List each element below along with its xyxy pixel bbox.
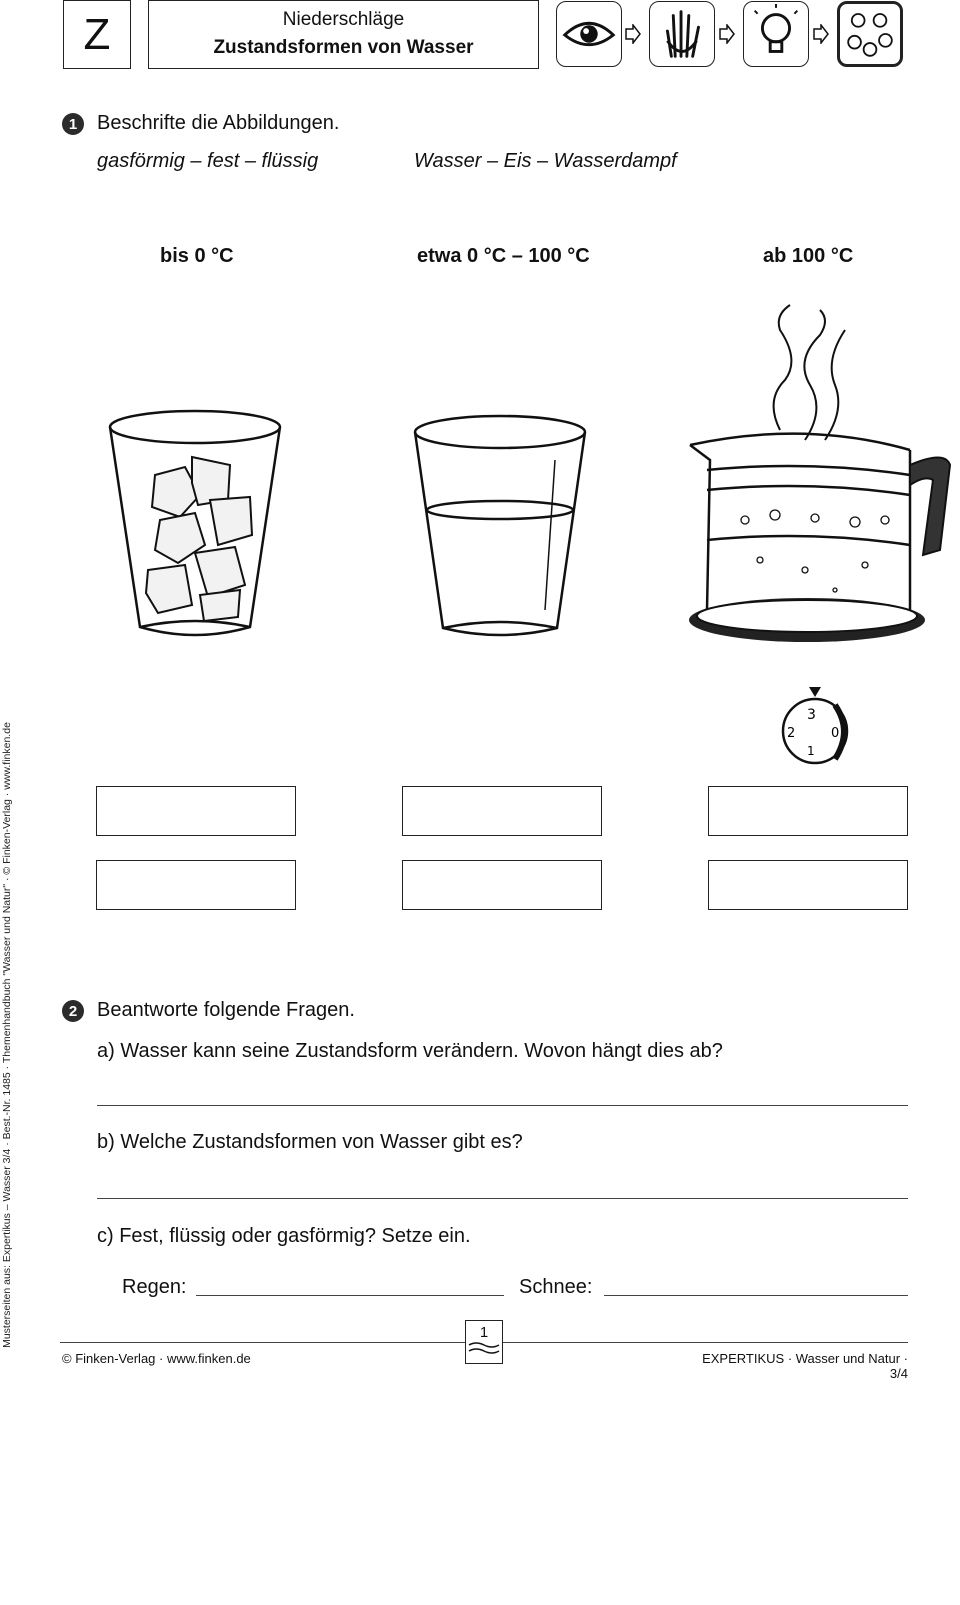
side-copyright-text: Musterseiten aus: Expertikus – Wasser 3/4 · Best.-Nr. 1485 · Themenhandbuch "Wasser und Natur" · © Finken-Verlag · www.finken.de: [1, 722, 13, 1348]
arrow-right-icon: [813, 24, 829, 44]
answer-line-regen[interactable]: [196, 1295, 504, 1296]
page-number-box: [465, 1320, 503, 1364]
page-title: Zustandsformen von Wasser: [213, 37, 474, 58]
schnee-label: Schnee:: [519, 1276, 593, 1298]
label-box-steam-state[interactable]: [708, 786, 908, 836]
temp-label-ice: bis 0 °C: [160, 245, 234, 267]
dial-number-0: 0: [831, 726, 840, 741]
arrow-right-icon: [719, 24, 735, 44]
stove-dial-illustration: [775, 685, 855, 765]
task2-instruction: Beantworte folgende Fragen.: [97, 999, 355, 1021]
word-bank-forms: Wasser – Eis – Wasserdampf: [414, 150, 677, 172]
page-number: 1: [479, 1324, 489, 1341]
footer-publisher: © Finken-Verlag · www.finken.de: [62, 1351, 251, 1366]
answer-line-schnee[interactable]: [604, 1295, 908, 1296]
topic: Niederschläge: [282, 9, 405, 30]
task1-instruction: Beschrifte die Abbildungen.: [97, 112, 340, 134]
dial-number-3: 3: [807, 707, 816, 723]
glass-with-water-illustration: [405, 410, 595, 645]
label-box-water-form[interactable]: [402, 860, 602, 910]
arrow-right-icon: [625, 24, 641, 44]
lightbulb-icon: [743, 1, 809, 67]
temp-label-steam: ab 100 °C: [763, 245, 854, 267]
answer-line-b[interactable]: [97, 1198, 908, 1199]
answer-line-a[interactable]: [97, 1105, 908, 1106]
dial-number-2: 2: [787, 726, 796, 741]
eye-icon: [556, 1, 622, 67]
temp-label-water: etwa 0 °C – 100 °C: [417, 245, 590, 267]
task-number-1: 1: [62, 113, 84, 135]
label-box-water-state[interactable]: [402, 786, 602, 836]
word-bank-states: gasförmig – fest – flüssig: [97, 150, 319, 172]
worksheet-letter: Z: [63, 0, 131, 69]
task-number-2: 2: [62, 1000, 84, 1022]
question-a: a) Wasser kann seine Zustandsform verändern. Wovon hängt dies ab?: [97, 1040, 723, 1062]
question-c: c) Fest, flüssig oder gasförmig? Setze ein.: [97, 1225, 471, 1247]
boiling-pot-illustration: [685, 290, 960, 655]
hand-icon: [649, 1, 715, 67]
wave-icon: [467, 1341, 501, 1355]
question-b: b) Welche Zustandsformen von Wasser gibt es?: [97, 1131, 523, 1153]
faces-icon: [837, 1, 903, 67]
footer-series: EXPERTIKUS · Wasser und Natur · 3/4: [702, 1351, 908, 1381]
dial-number-1: 1: [807, 744, 815, 758]
label-box-ice-state[interactable]: [96, 786, 296, 836]
title-box: [148, 0, 539, 69]
label-box-steam-form[interactable]: [708, 860, 908, 910]
regen-label: Regen:: [122, 1276, 187, 1298]
label-box-ice-form[interactable]: [96, 860, 296, 910]
glass-with-ice-illustration: [100, 405, 290, 645]
